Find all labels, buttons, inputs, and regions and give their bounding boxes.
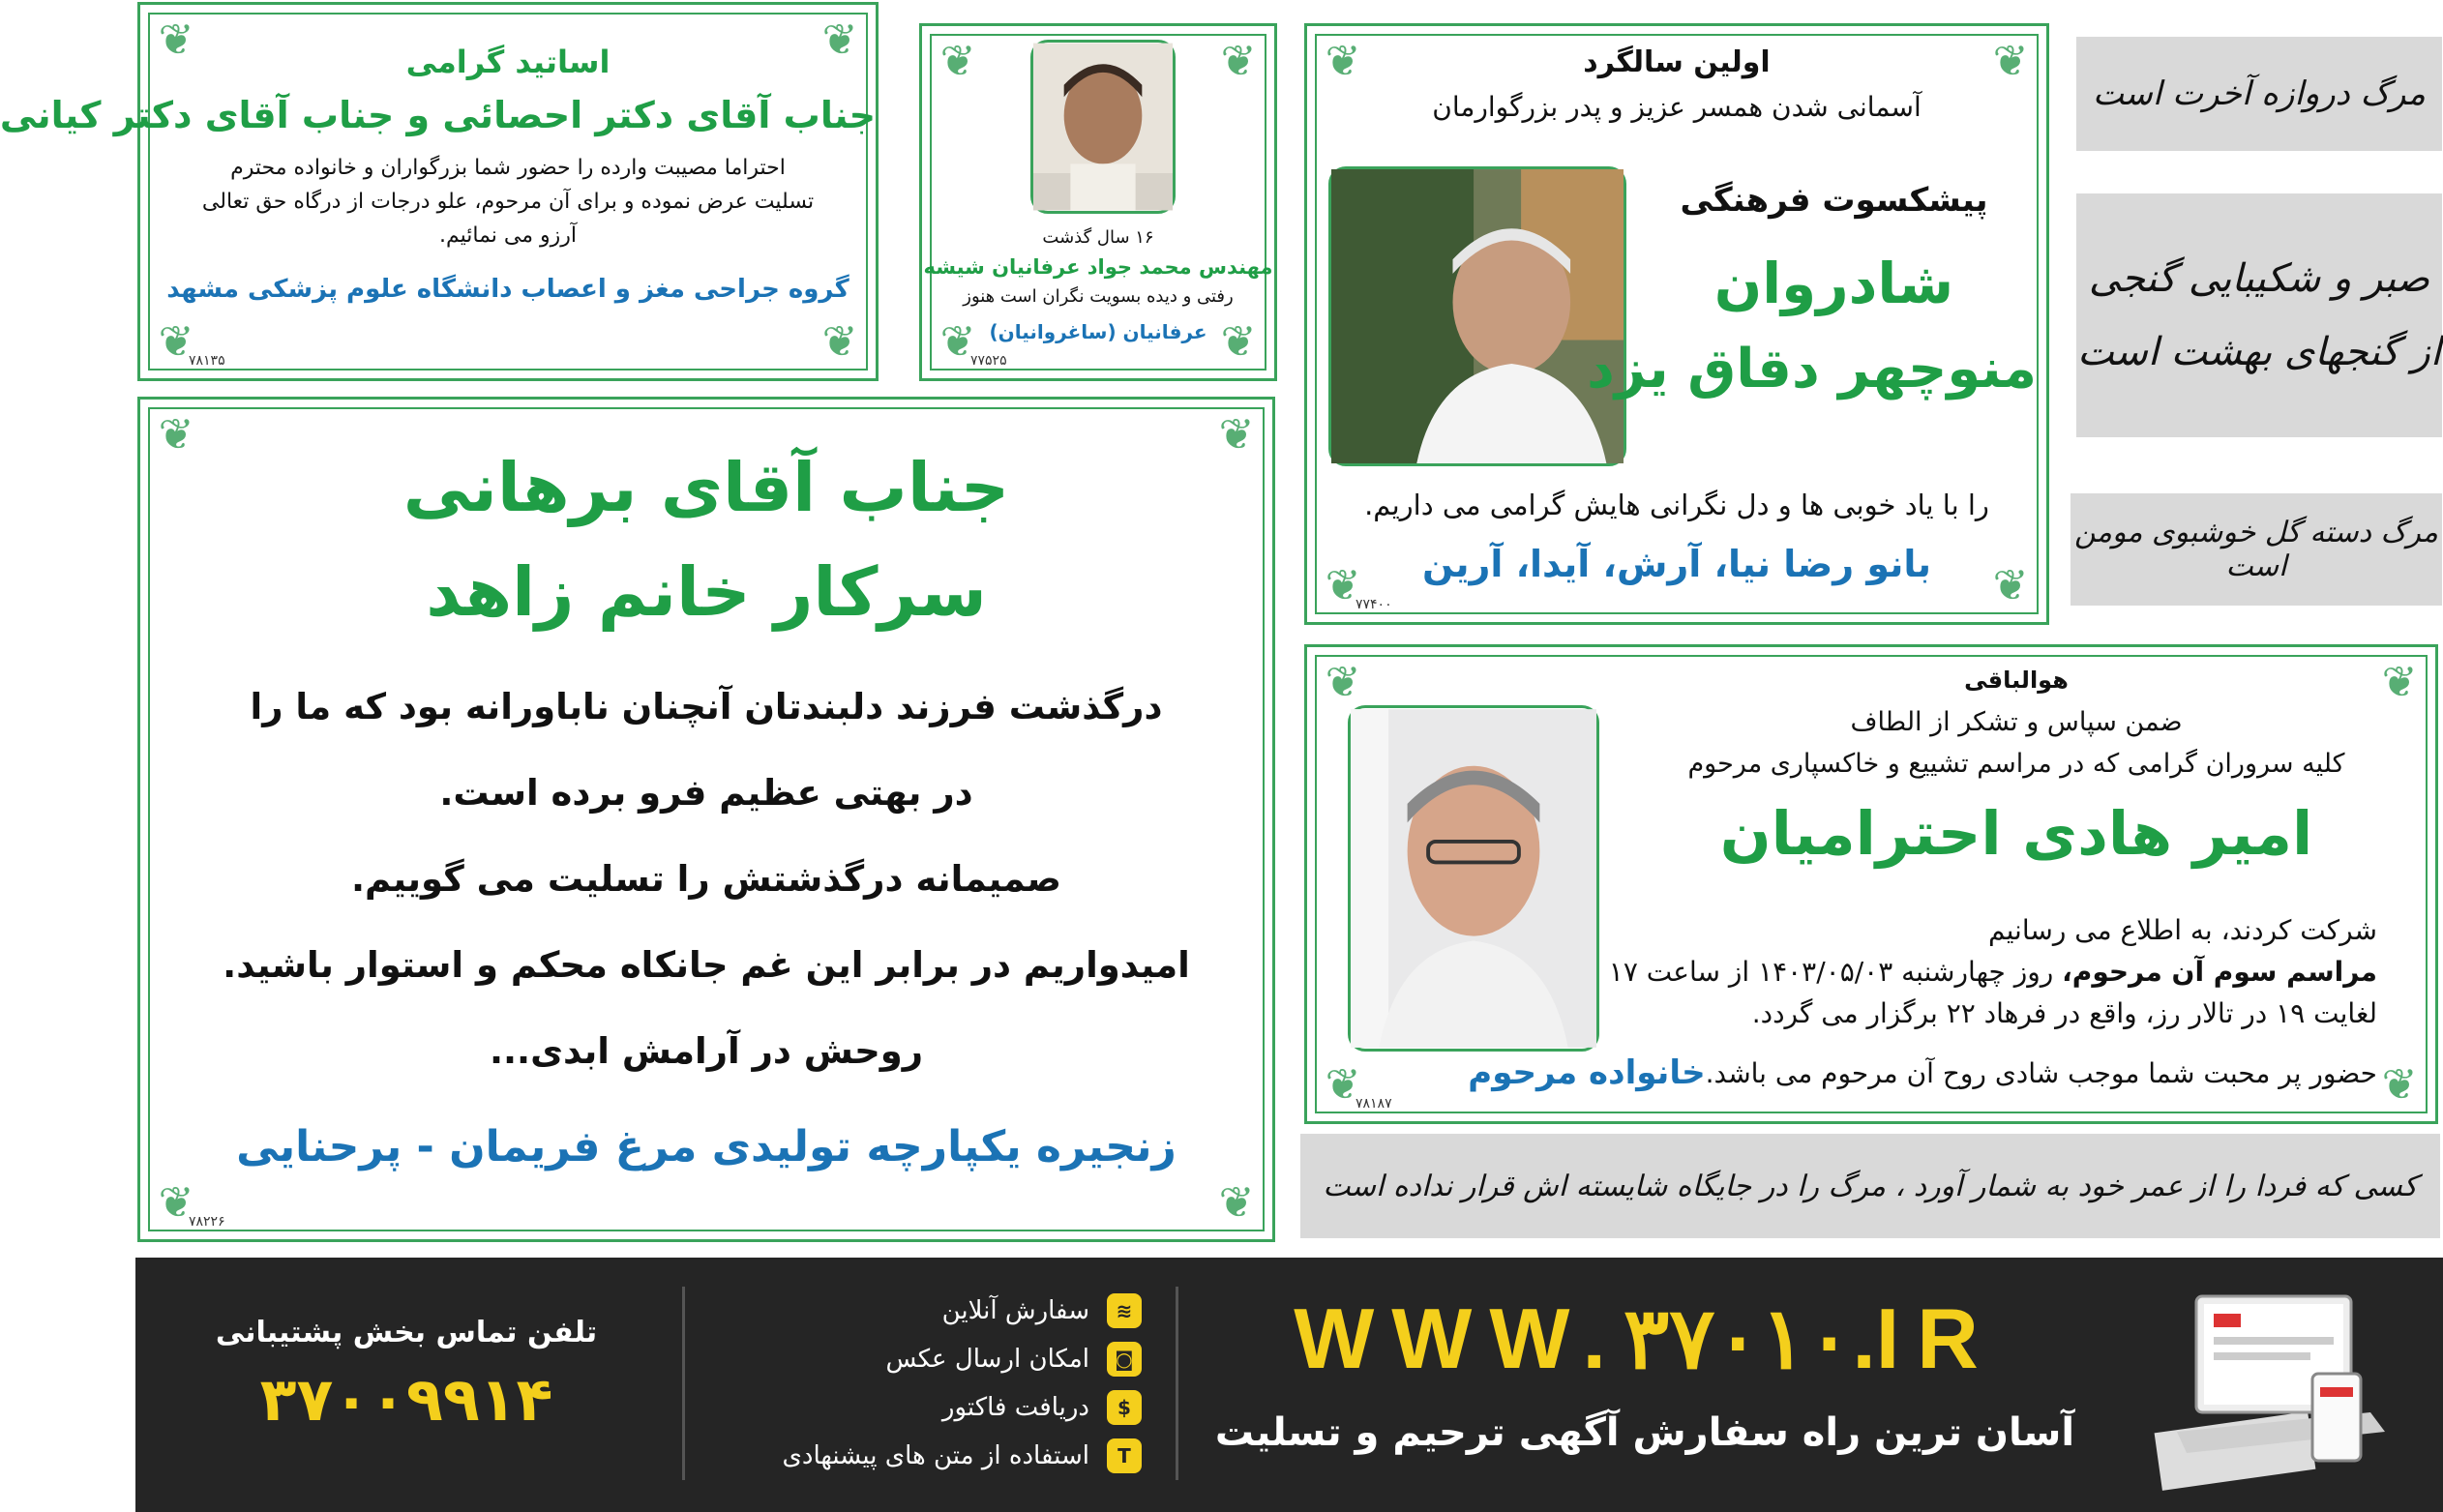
ornament-icon: ❦ xyxy=(1325,561,1361,610)
text-icon: T xyxy=(1107,1438,1142,1473)
notice-intro: ضمن سپاس و تشکر از الطاف xyxy=(1850,707,2183,737)
invoice-icon: $ xyxy=(1107,1390,1142,1425)
notice-code: ۷۷۴۰۰ xyxy=(1356,597,1392,612)
notice-signature: گروه جراحی مغز و اعصاب دانشگاه علوم پزشکی مشهد xyxy=(166,275,849,304)
ornament-icon: ❦ xyxy=(1325,37,1361,86)
feature-item xyxy=(716,1335,1142,1383)
feature-list xyxy=(716,1287,1142,1480)
ornament-icon: ❦ xyxy=(939,37,976,86)
notice-body-line: حضور پر محبت شما موجب شادی روح آن مرحوم می باشد. xyxy=(1705,1056,2377,1089)
quote-text: صبر و شکیبایی گنجی xyxy=(2088,256,2430,301)
notice-signature: زنجیره یکپارچه تولیدی مرغ فریمان - پرحنایی xyxy=(236,1122,1177,1171)
notice-thanks-ehteramian xyxy=(1304,644,2438,1124)
feature-item xyxy=(716,1383,1142,1432)
deceased-name: امیر هادی احترامیان xyxy=(1719,798,2313,869)
wifi-icon: ≋ xyxy=(1107,1293,1142,1328)
quote-box xyxy=(2076,37,2442,151)
quote-box xyxy=(2076,193,2442,437)
memorial-text: رفتی و دیده بسویت نگران است هنوز xyxy=(963,286,1234,307)
notice-intro: آسمانی شدن همسر عزیز و پدر بزرگوارمان xyxy=(1432,91,1922,123)
deceased-name: مهندس محمد جواد عرفانیان شیشه xyxy=(923,255,1273,279)
ornament-icon: ❦ xyxy=(1325,1060,1361,1110)
feature-item xyxy=(716,1287,1142,1335)
ornament-icon: ❦ xyxy=(158,317,194,367)
ornament-icon: ❦ xyxy=(1218,1178,1255,1228)
quote-text: مرگ دسته گل خوشبوی مومن است xyxy=(2074,516,2438,583)
quote-text: کسی که فردا را از عمر خود به شمار آورد ، مرگ را در جایگاه شایسته اش قرار نداده است xyxy=(1323,1169,2418,1203)
ornament-icon: ❦ xyxy=(1218,410,1255,460)
ornament-icon: ❦ xyxy=(1220,37,1257,86)
portrait-photo xyxy=(1328,166,1626,466)
footer-divider xyxy=(682,1287,685,1480)
feature-label: امکان ارسال عکس xyxy=(885,1345,1089,1374)
notice-body-line: آرزو می نمائیم. xyxy=(438,223,578,248)
notice-condolence-borhani xyxy=(137,397,1275,1242)
deceased-title: پیشکسوت فرهنگی xyxy=(1680,181,1988,220)
memorial-text: را با یاد خوبی ها و دل نگرانی هایش گرامی می داریم. xyxy=(1364,489,1989,521)
notice-body-line: تسلیت عرض نموده و برای آن مرحوم، علو درجات از درگاه حق تعالی xyxy=(201,190,815,214)
portrait-photo xyxy=(1348,705,1599,1052)
support-phone[interactable]: ۳۷۰۰۹۹۱۴ xyxy=(259,1364,553,1435)
ornament-icon: ❦ xyxy=(2381,658,2418,707)
ceremony-date: روز چهارشنبه ۱۴۰۳/۰۵/۰۳ از ساعت ۱۷ xyxy=(1608,956,2063,988)
quote-text: از گنجهای بهشت است xyxy=(2077,330,2441,374)
footer-tagline: آسان ترین راه سفارش آگهی ترحیم و تسلیت xyxy=(1214,1410,2075,1455)
advertising-footer xyxy=(135,1258,2443,1512)
notice-body-line: صمیمانه درگذشتش را تسلیت می گوییم. xyxy=(350,858,1062,900)
notice-body-line: احتراما مصیبت وارده را حضور شما بزرگواران و خانواده محترم xyxy=(230,156,786,180)
ornament-icon: ❦ xyxy=(821,15,858,65)
ornament-icon: ❦ xyxy=(1992,37,2029,86)
laptop-illustration xyxy=(2158,1267,2385,1490)
quote-box xyxy=(1300,1134,2440,1238)
notice-names: جناب آقای دکتر احصائی و جناب آقای دکتر کیانی xyxy=(0,94,876,136)
notice-professors-condolence xyxy=(0,2,879,381)
ornament-icon: ❦ xyxy=(1325,658,1361,707)
recipient-line: جناب آقای برهانی xyxy=(402,448,1010,527)
notice-memorial-erfanian xyxy=(919,23,1277,381)
notice-anniversary-daqaq xyxy=(1304,23,2049,625)
ornament-icon: ❦ xyxy=(939,317,976,367)
quote-box xyxy=(2071,493,2442,606)
notice-signature: خانواده مرحوم xyxy=(1468,1053,1706,1092)
feature-item xyxy=(716,1432,1142,1480)
notice-intro: کلیه سروران گرامی که در مراسم تشییع و خاکسپاری مرحوم xyxy=(1687,749,2345,779)
notice-code: ۷۷۵۲۵ xyxy=(970,353,1007,369)
recipient-line: سرکار خانم زاهد xyxy=(426,552,987,632)
quote-text: مرگ دروازه آخرت است xyxy=(2092,74,2427,113)
ornament-icon: ❦ xyxy=(158,15,194,65)
notice-body-line: درگذشت فرزند دلبندتان آنچنان ناباورانه بود که ما را xyxy=(250,686,1163,727)
notice-body-line: شرکت کردند، به اطلاع می رسانیم xyxy=(1987,914,2377,946)
ceremony-label: مراسم سوم آن مرحوم، xyxy=(2062,956,2377,988)
ornament-icon: ❦ xyxy=(158,1178,194,1228)
feature-label: استفاده از متن های پیشنهادی xyxy=(782,1441,1089,1470)
ornament-icon: ❦ xyxy=(2381,1060,2418,1110)
ornament-icon: ❦ xyxy=(1992,561,2029,610)
deceased-name: منوچهر دقاق یزد xyxy=(1587,338,2037,400)
website-address[interactable]: WWW.۳۷۰۱۰.IR xyxy=(1294,1290,1996,1386)
notice-signature: عرفانیان (ساغروانیان) xyxy=(989,320,1207,343)
notice-body-line: روحش در آرامش ابدی... xyxy=(489,1030,924,1072)
notice-heading: اساتید گرامی xyxy=(405,44,611,80)
camera-icon: ◙ xyxy=(1107,1342,1142,1377)
notice-code: ۷۸۱۳۵ xyxy=(189,353,225,369)
years-passed: ۱۶ سال گذشت xyxy=(1042,227,1154,248)
footer-divider xyxy=(1176,1287,1178,1480)
ornament-icon: ❦ xyxy=(821,317,858,367)
ornament-icon: ❦ xyxy=(158,410,194,460)
notice-body-line: در بهتی عظیم فرو برده است. xyxy=(439,772,973,814)
feature-label: سفارش آنلاین xyxy=(941,1296,1089,1325)
deceased-prefix: شادروان xyxy=(1713,251,1954,316)
portrait-photo xyxy=(1030,40,1176,214)
support-label: تلفن تماس بخش پشتیبانی xyxy=(215,1316,598,1349)
ornament-icon: ❦ xyxy=(1220,317,1257,367)
feature-label: دریافت فاکتور xyxy=(941,1393,1089,1422)
notice-heading: اولین سالگرد xyxy=(1583,45,1771,79)
notice-body-line: امیدواریم در برابر این غم جانکاه محکم و استوار باشید. xyxy=(223,944,1190,986)
notice-code: ۷۸۲۲۶ xyxy=(189,1214,225,1230)
notice-body-line: لغایت ۱۹ در تالار رز، واقع در فرهاد ۲۲ برگزار می گردد. xyxy=(1751,997,2377,1029)
notice-signature: بانو رضا نیا، آرش، آیدا، آرین xyxy=(1422,543,1931,585)
notice-code: ۷۸۱۸۷ xyxy=(1356,1096,1392,1112)
notice-heading: هوالباقی xyxy=(1964,667,2069,694)
